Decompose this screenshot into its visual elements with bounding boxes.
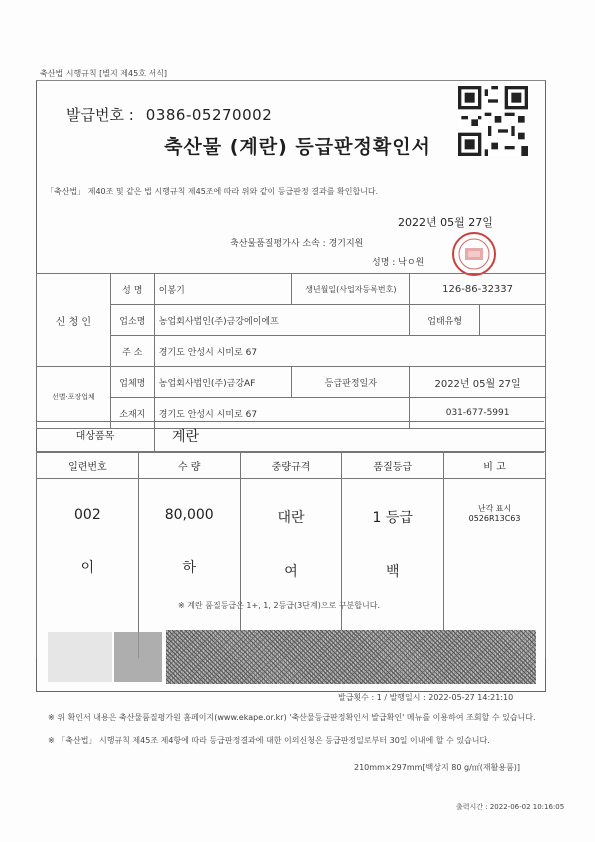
- paper-spec: 210mm×297mm[백상지 80 g/㎡(재활용품)]: [354, 763, 521, 772]
- column-grade: 품질등급: [342, 452, 444, 479]
- grading-date-label: 등급판정일자: [292, 367, 410, 398]
- quantity-value: 80,000: [164, 507, 214, 523]
- amount-word-4: 백: [385, 564, 400, 580]
- grading-date: 2022년 05월 27일: [410, 367, 546, 398]
- column-serial: 일련번호: [37, 452, 139, 479]
- facility-address: 경기도 안성시 시미로 67: [154, 398, 409, 429]
- target-item-label: 대상품목: [36, 422, 155, 452]
- facility-company: 농업회사법인(주)금강AF: [154, 367, 292, 398]
- facility-company-label: 업체명: [110, 367, 154, 398]
- inspector-line: [372, 255, 424, 268]
- document-title: 축산물 (계란) 등급판정확인서: [164, 136, 431, 158]
- note-code: 0526R13C63: [468, 514, 521, 523]
- official-seal-icon: [451, 231, 497, 277]
- amount-word-1: 이: [80, 560, 95, 576]
- note-2: ※ 「축산법」 시행규칙 제45조 제4항에 따라 등급판정결과에 대한 이의신청은 등급판정일로부터 30일 이내에 할 수 있습니다.: [48, 736, 490, 745]
- security-pattern: [166, 630, 536, 684]
- intro-text: 「축산법」 제40조 및 같은 법 시행규칙 제45조에 따라 위와 같이 등급판정 결과를 확인합니다.: [46, 187, 379, 196]
- grade-footnote: ※ 계란 품질등급은 1+, 1, 2등급(3단계)으로 구분합니다.: [178, 601, 380, 610]
- facility-address-label: 소재지: [110, 398, 154, 429]
- stamp-block-light: [48, 632, 112, 682]
- inspector-value: 낙ㅇ원: [398, 258, 425, 268]
- target-item-row: [36, 421, 544, 453]
- issue-number-value: 0386-05270002: [145, 106, 273, 124]
- stamp-block-dark: [114, 632, 162, 682]
- note-1: ※ 위 확인서 내용은 축산물품질평가원 홈페이지(www.ekape.or.kr) '축산물등급판정확인서 발급확인' 메뉴를 이용하여 조회할 수 있습니다.: [48, 713, 536, 722]
- column-weight: 중량규격: [240, 452, 342, 479]
- print-info: 발급횟수 : 1 / 발행일시 : 2022-05-27 14:21:10: [338, 693, 514, 702]
- company-name: 농업회사법인(주)금강에이에프: [154, 305, 409, 336]
- inspector-label: 성명 :: [372, 258, 396, 268]
- note-label: 난각 표시: [477, 504, 512, 513]
- applicant-name: 이봉기: [154, 274, 292, 305]
- serial-value: 002: [74, 507, 101, 523]
- applicant-address-label: 주 소: [110, 336, 154, 367]
- business-type-label: 업태유형: [410, 305, 480, 336]
- grade-value: 1 등급: [372, 510, 413, 526]
- applicant-address: 경기도 안성시 시미로 67: [154, 336, 545, 367]
- agency-label: 축산물품질평가사 소속 :: [230, 239, 326, 249]
- weight-value: 대란: [277, 510, 305, 526]
- target-item-value: 계란: [172, 429, 200, 445]
- business-type: [480, 305, 546, 336]
- facility-section-label: 선별·포장업체: [37, 367, 111, 429]
- facility-phone: 031-677-5991: [410, 398, 546, 429]
- issue-number-label: 발급번호 :: [66, 106, 134, 124]
- form-reference: 축산법 시행규칙 [별지 제45호 서식]: [40, 69, 168, 78]
- company-label: 업소명: [110, 305, 154, 336]
- agency-value: 경기지원: [328, 239, 364, 249]
- biz-number: 126-86-32337: [410, 274, 546, 305]
- applicant-name-label: 성 명: [110, 274, 154, 305]
- issue-number: [66, 104, 272, 125]
- biz-number-label: 생년월일(사업자등록번호): [292, 274, 410, 305]
- amount-word-2: 하: [182, 560, 196, 576]
- applicant-section-label: 신 청 인: [37, 274, 111, 367]
- agency-line: [230, 236, 363, 249]
- applicant-table: [36, 273, 546, 429]
- grading-results-table: [36, 451, 546, 658]
- print-time: 출력시간 : 2022-06-02 10:16:05: [456, 803, 565, 811]
- issue-date: 2022년 05월 27일: [398, 216, 493, 229]
- column-note: 비 고: [444, 452, 546, 479]
- column-quantity: 수 량: [138, 452, 240, 479]
- amount-word-3: 여: [284, 564, 298, 580]
